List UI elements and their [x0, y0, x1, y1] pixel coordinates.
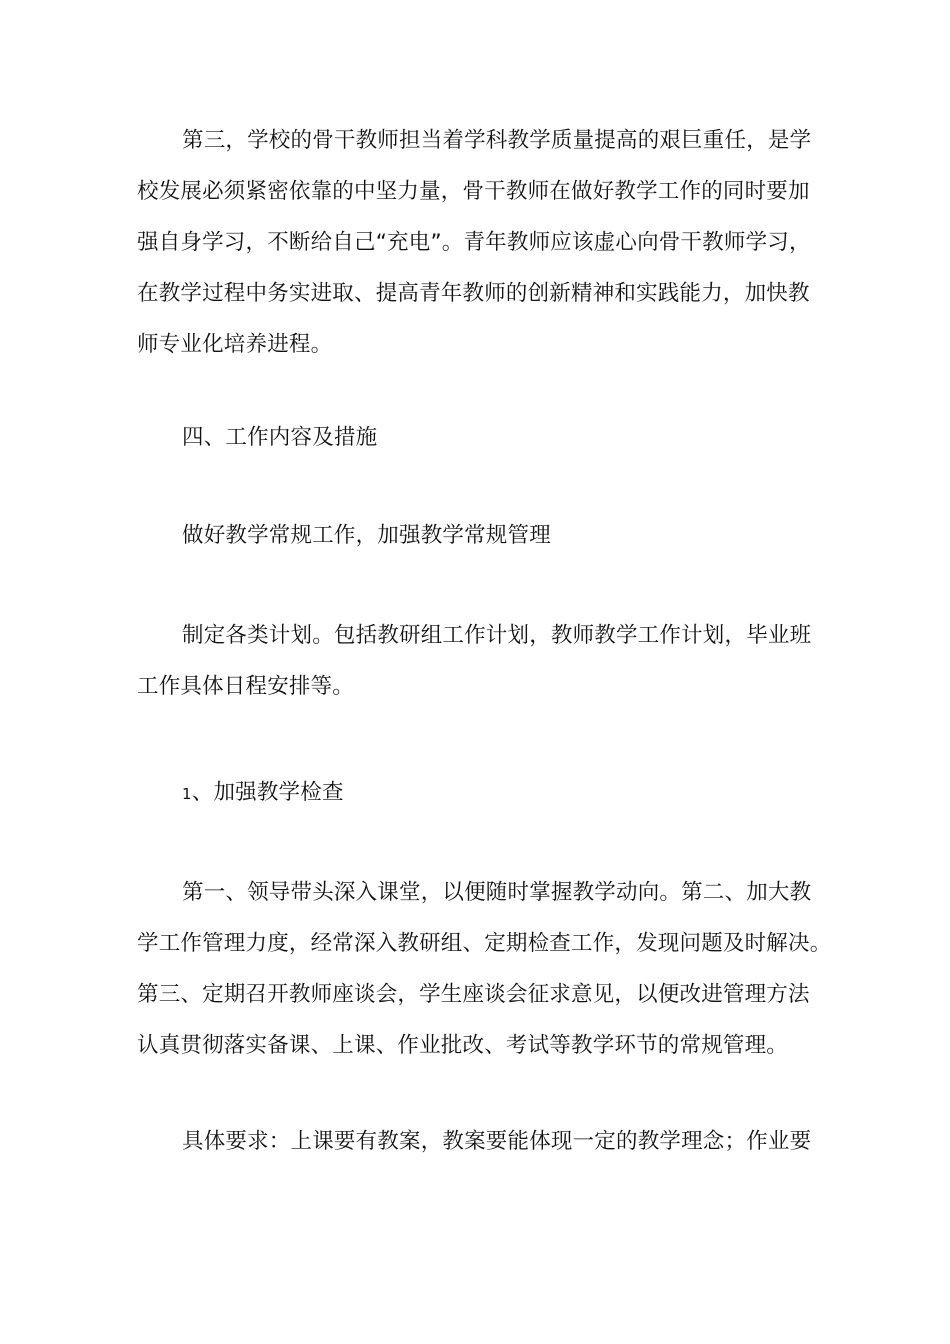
text-line: 第三、定期召开教师座谈会，学生座谈会征求意见，以便改进管理方法: [137, 982, 810, 1007]
subheading: [137, 510, 827, 561]
text-line: 认真贯彻落实备课、上课、作业批改、考试等教学环节的常规管理。: [137, 1033, 789, 1058]
section-heading: [137, 412, 827, 463]
text-line: 制定各类计划。包括教研组工作计划，教师教学工作计划，毕业班: [182, 623, 812, 648]
text-line: 第一、领导带头深入课堂，以便随时掌握教学动向。第二、加大教: [182, 880, 812, 905]
subheading-text: 做好教学常规工作，加强教学常规管理: [182, 523, 551, 548]
paragraph-plans: [137, 610, 827, 712]
list-item-heading: [137, 767, 827, 820]
text-line: 工作具体日程安排等。: [137, 674, 355, 699]
text-line: 第三，学校的骨干教师担当着学科教学质量提高的艰巨重任，是学: [182, 128, 812, 153]
list-item-line: [137, 767, 827, 820]
paragraph-inspection: [137, 867, 832, 1071]
paragraph-requirements: [137, 1116, 827, 1167]
text-line: 校发展必须紧密依靠的中坚力量，骨干教师在做好教学工作的同时要加: [137, 179, 810, 204]
text-line: 具体要求：上课要有教案，教案要能体现一定的教学理念；作业要: [182, 1129, 812, 1154]
heading-text: 四、工作内容及措施: [182, 425, 378, 450]
text-line: 学工作管理力度，经常深入教研组、定期检查工作，发现问题及时解决。: [137, 931, 832, 956]
item-number: 1: [182, 785, 192, 803]
text-line: 师专业化培养进程。: [137, 332, 333, 357]
text-line: 强自身学习，不断给自己“充电”。青年教师应该虚心向骨干教师学习，: [137, 230, 811, 255]
text-line: 在教学过程中务实进取、提高青年教师的创新精神和实践能力，加快教: [137, 281, 810, 306]
paragraph-core-teachers: [137, 115, 827, 370]
item-text: 、加强教学检查: [191, 780, 344, 805]
